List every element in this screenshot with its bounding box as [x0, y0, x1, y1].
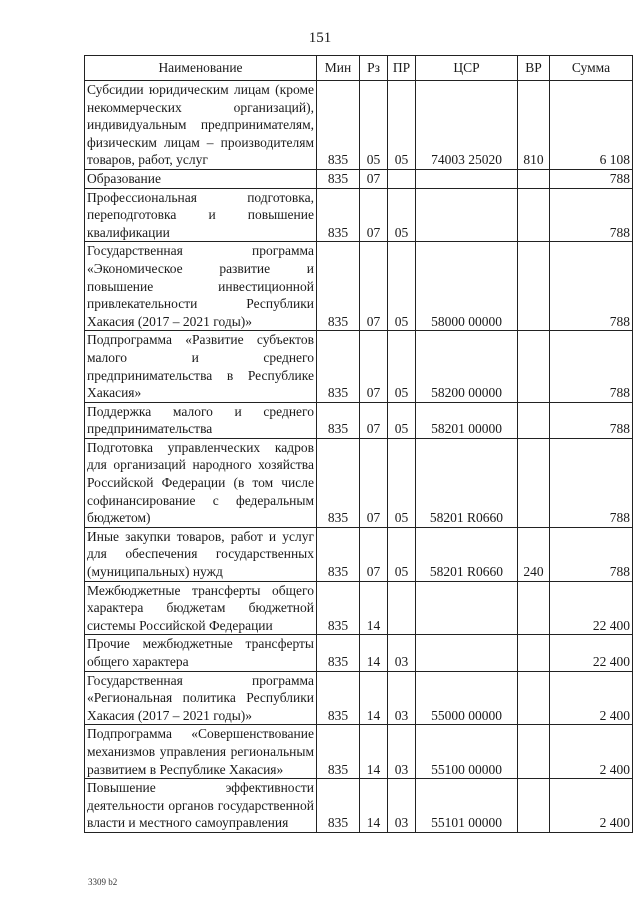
cell-rz: 14: [360, 671, 388, 725]
cell-min: 835: [317, 635, 360, 671]
table-row: [85, 81, 633, 170]
cell-min: 835: [317, 581, 360, 635]
cell-min: 835: [317, 527, 360, 581]
table-row: [85, 671, 633, 725]
table-row: [85, 402, 633, 438]
cell-rz: 07: [360, 402, 388, 438]
cell-pr: 05: [388, 402, 416, 438]
cell-vr: [518, 438, 550, 527]
cell-csr: [416, 635, 518, 671]
cell-sum: 788: [550, 527, 633, 581]
cell-pr: 05: [388, 527, 416, 581]
cell-pr: 03: [388, 671, 416, 725]
cell-csr: 58000 00000: [416, 242, 518, 331]
cell-csr: 58201 00000: [416, 402, 518, 438]
cell-sum: 2 400: [550, 725, 633, 779]
cell-min: 835: [317, 81, 360, 170]
cell-name: Прочие межбюджетные трансферты общего характера: [85, 635, 317, 671]
cell-sum: 2 400: [550, 779, 633, 833]
cell-min: 835: [317, 188, 360, 242]
cell-vr: [518, 725, 550, 779]
cell-sum: 788: [550, 188, 633, 242]
cell-name: Образование: [85, 169, 317, 188]
cell-name: Межбюджетные трансферты общего характера бюджетам бюджетной системы Российской Федерации: [85, 581, 317, 635]
cell-vr: [518, 188, 550, 242]
table-row: [85, 331, 633, 402]
cell-name: Профессиональная подготовка, переподготовка и повышение квалификации: [85, 188, 317, 242]
cell-rz: 07: [360, 331, 388, 402]
cell-vr: [518, 331, 550, 402]
cell-min: 835: [317, 725, 360, 779]
cell-rz: 05: [360, 81, 388, 170]
cell-pr: 05: [388, 81, 416, 170]
cell-pr: [388, 581, 416, 635]
cell-vr: [518, 779, 550, 833]
cell-pr: 05: [388, 438, 416, 527]
cell-name: Иные закупки товаров, работ и услуг для обеспечения государственных (муниципальных) нужд: [85, 527, 317, 581]
table-row: [85, 635, 633, 671]
cell-min: 835: [317, 169, 360, 188]
cell-pr: 03: [388, 635, 416, 671]
cell-sum: 788: [550, 402, 633, 438]
cell-vr: [518, 169, 550, 188]
cell-rz: 14: [360, 581, 388, 635]
cell-vr: [518, 671, 550, 725]
cell-rz: 14: [360, 779, 388, 833]
budget-table: [84, 55, 633, 833]
cell-pr: 03: [388, 725, 416, 779]
cell-csr: 55100 00000: [416, 725, 518, 779]
cell-name: Подпрограмма «Развитие субъектов малого и среднего предпринимательства в Республике Хакасия»: [85, 331, 317, 402]
cell-min: 835: [317, 402, 360, 438]
header-vr: ВР: [518, 56, 550, 81]
cell-csr: 58201 R0660: [416, 527, 518, 581]
cell-name: Повышение эффективности деятельности органов государственной власти и местного самоуправления: [85, 779, 317, 833]
cell-rz: 07: [360, 438, 388, 527]
cell-pr: 05: [388, 331, 416, 402]
cell-name: Субсидии юридическим лицам (кроме некоммерческих организаций), индивидуальным предпринимателям, физическим лицам – производителям товаров, работ, услуг: [85, 81, 317, 170]
table-row: [85, 169, 633, 188]
table-row: [85, 725, 633, 779]
cell-csr: 55101 00000: [416, 779, 518, 833]
cell-vr: 240: [518, 527, 550, 581]
cell-min: 835: [317, 438, 360, 527]
cell-sum: 788: [550, 438, 633, 527]
cell-csr: [416, 169, 518, 188]
cell-csr: 55000 00000: [416, 671, 518, 725]
header-min: Мин: [317, 56, 360, 81]
footer-code: 3309 b2: [88, 877, 118, 887]
table-row: [85, 581, 633, 635]
cell-pr: 03: [388, 779, 416, 833]
cell-rz: 07: [360, 169, 388, 188]
cell-pr: 05: [388, 242, 416, 331]
cell-sum: 22 400: [550, 635, 633, 671]
cell-name: Поддержка малого и среднего предпринимательства: [85, 402, 317, 438]
header-pr: ПР: [388, 56, 416, 81]
cell-name: Подготовка управленческих кадров для организаций народного хозяйства Российской Федерации (в том числе софинансирование с федеральным бюджетом): [85, 438, 317, 527]
cell-rz: 14: [360, 725, 388, 779]
cell-sum: 2 400: [550, 671, 633, 725]
cell-vr: 810: [518, 81, 550, 170]
cell-sum: 22 400: [550, 581, 633, 635]
cell-sum: 788: [550, 331, 633, 402]
cell-name: Государственная программа «Региональная политика Республики Хакасия (2017 – 2021 годы)»: [85, 671, 317, 725]
header-row: [85, 56, 633, 81]
cell-csr: 74003 25020: [416, 81, 518, 170]
cell-rz: 07: [360, 188, 388, 242]
header-csr: ЦСР: [416, 56, 518, 81]
cell-csr: 58200 00000: [416, 331, 518, 402]
cell-pr: 05: [388, 188, 416, 242]
cell-sum: 6 108: [550, 81, 633, 170]
cell-csr: 58201 R0660: [416, 438, 518, 527]
cell-vr: [518, 242, 550, 331]
cell-rz: 07: [360, 242, 388, 331]
header-rz: Рз: [360, 56, 388, 81]
cell-csr: [416, 188, 518, 242]
cell-rz: 07: [360, 527, 388, 581]
cell-name: Государственная программа «Экономическое развитие и повышение инвестиционной привлекательности Республики Хакасия (2017 – 2021 годы)»: [85, 242, 317, 331]
cell-csr: [416, 581, 518, 635]
cell-min: 835: [317, 242, 360, 331]
cell-vr: [518, 581, 550, 635]
table-body: [85, 81, 633, 833]
cell-vr: [518, 402, 550, 438]
cell-name: Подпрограмма «Совершенствование механизмов управления региональным развитием в Республике Хакасия»: [85, 725, 317, 779]
table-row: [85, 527, 633, 581]
table-row: [85, 188, 633, 242]
header-name: Наименование: [85, 56, 317, 81]
cell-min: 835: [317, 671, 360, 725]
cell-rz: 14: [360, 635, 388, 671]
cell-vr: [518, 635, 550, 671]
header-sum: Сумма: [550, 56, 633, 81]
cell-pr: [388, 169, 416, 188]
table-row: [85, 242, 633, 331]
cell-sum: 788: [550, 169, 633, 188]
cell-sum: 788: [550, 242, 633, 331]
page-number: 151: [308, 30, 332, 46]
table-row: [85, 438, 633, 527]
cell-min: 835: [317, 779, 360, 833]
table-row: [85, 779, 633, 833]
cell-min: 835: [317, 331, 360, 402]
